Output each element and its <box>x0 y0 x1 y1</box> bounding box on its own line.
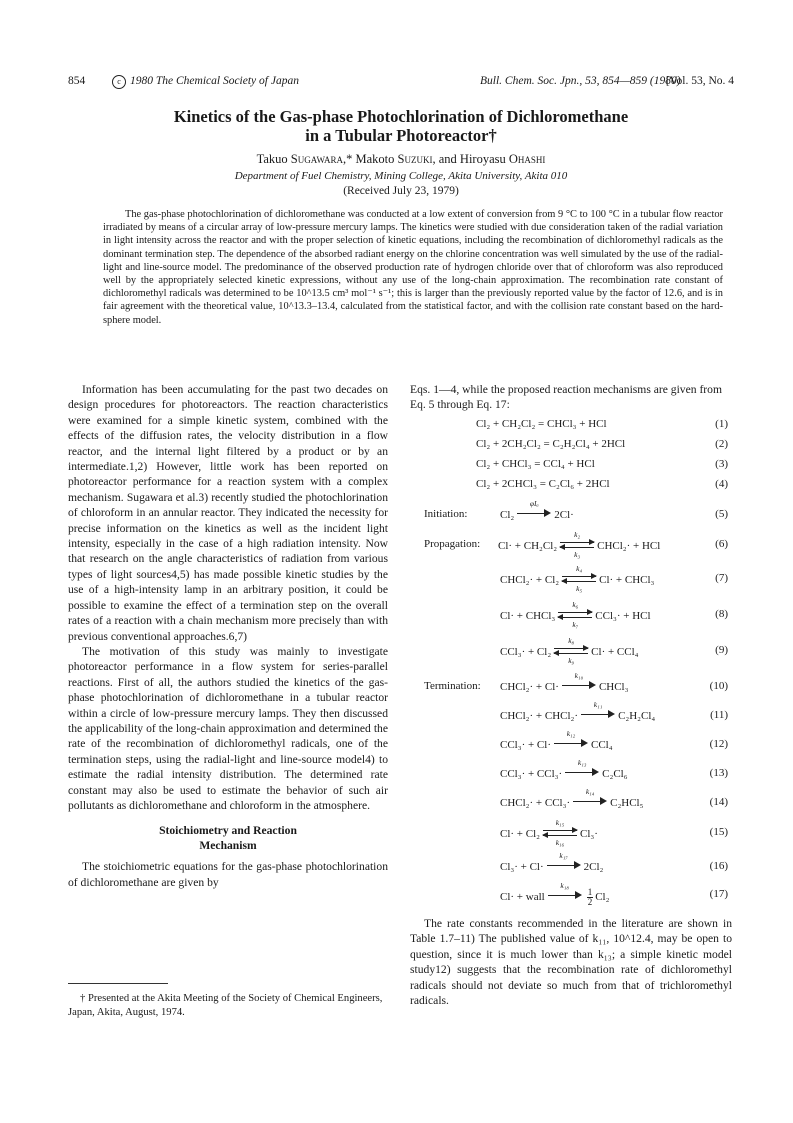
equation-15-number: (15) <box>709 826 728 838</box>
equation-10-right: CHCl₃ <box>598 681 629 693</box>
equation-6 <box>410 530 732 559</box>
body-paragraph-rate-constants: The rate constants recommended in the literature are shown in Table 1.7–11) The published value of k₁₁, 10^12.4, may be open to question, since it is much lower than k₁₃; a simple kinetic model study12) suggests that the recombination rate of dichloromethyl radicals should not deviate so much from that of trichloromethyl radicals. <box>410 917 732 1008</box>
equation-13-left: CCl₃· + CCl₃· <box>500 768 563 780</box>
section-heading-line-2: Mechanism <box>199 839 257 853</box>
equation-6-right: CHCl₂· + HCl <box>597 540 661 552</box>
body-paragraph-3: The stoichiometric equations for the gas-phase photochlorination of dichloromethane are given by <box>68 860 388 889</box>
equation-16-right: 2Cl₂ <box>583 861 604 873</box>
equation-8-right: CCl₃· + HCl <box>595 610 651 622</box>
fraction-denominator: 2 <box>587 897 593 907</box>
equation-5-left: Cl₂ <box>500 509 515 521</box>
section-heading-line-1: Stoichiometry and Reaction <box>159 824 297 838</box>
initiation-label: Initiation: <box>424 508 468 520</box>
forward-arrow-icon <box>554 729 588 750</box>
equation-2-body: Cl₂ + 2CH₂Cl₂ = C₂H₂Cl₄ + 2HCl <box>476 438 626 450</box>
equation-15-rate-forward: k₁₅ <box>555 818 565 827</box>
equilibrium-arrow-icon <box>543 818 577 847</box>
equation-10-left: CHCl₂· + Cl· <box>500 681 559 693</box>
fraction-numerator: 1 <box>587 887 593 897</box>
equation-3-body: Cl₂ + CHCl₃ = CCl₄ + HCl <box>476 458 595 470</box>
equation-6-left: Cl· + CH₂Cl₂ <box>498 540 558 552</box>
affiliation: Department of Fuel Chemistry, Mining College, Akita University, Akita 010 <box>234 170 568 182</box>
equation-17-left: Cl· + wall <box>500 891 545 904</box>
equation-13-rate: k₁₃ <box>577 758 587 767</box>
equation-4 <box>410 478 732 498</box>
equation-7-rate-forward: k₄ <box>576 564 583 573</box>
equation-3-number: (3) <box>715 458 728 470</box>
volume-issue: [Vol. 53, No. 4 <box>665 75 734 87</box>
equation-7-number: (7) <box>715 572 728 584</box>
equation-14-right: C₂HCl₅ <box>610 797 644 809</box>
equation-11-right: C₂H₂Cl₄ <box>618 710 656 722</box>
equilibrium-arrow-icon <box>562 564 596 593</box>
copyright-icon: c <box>112 75 126 89</box>
equation-15-right: Cl₃· <box>580 828 598 840</box>
equation-1-number: (1) <box>715 418 728 430</box>
equation-7-right: Cl· + CHCl₃ <box>599 574 655 586</box>
equation-9-rate-forward: k₈ <box>568 636 575 645</box>
footnote-divider <box>68 983 168 984</box>
equation-16-number: (16) <box>709 860 728 872</box>
equation-3 <box>410 458 732 478</box>
equation-8-left: Cl· + CHCl₃ <box>500 610 556 622</box>
equation-10-number: (10) <box>709 680 728 692</box>
equation-14-number: (14) <box>709 796 728 808</box>
equation-8-number: (8) <box>715 608 728 620</box>
equation-12-rate: k₁₂ <box>566 729 576 738</box>
author-and: and <box>438 152 457 166</box>
forward-arrow-icon <box>548 881 582 902</box>
equation-2-number: (2) <box>715 438 728 450</box>
equation-16-left: Cl₃· + Cl· <box>500 861 544 873</box>
equation-6-number: (6) <box>715 538 728 550</box>
forward-arrow-icon <box>547 851 581 872</box>
author-3-first: Hiroyasu <box>459 152 506 166</box>
copyright-line <box>112 75 299 89</box>
journal-reference: Bull. Chem. Soc. Jpn., 53, 854—859 (1980) <box>480 75 681 87</box>
equation-11 <box>410 700 732 729</box>
author-2-first: Makoto <box>355 152 395 166</box>
author-2-last: Suzuki, <box>397 152 436 166</box>
equation-17-rate: k₁₈ <box>560 881 569 891</box>
equation-9-rate-reverse: k₉ <box>568 656 575 665</box>
author-1-first: Takuo <box>256 152 288 166</box>
equilibrium-arrow-icon <box>554 636 588 665</box>
forward-arrow-icon <box>517 499 551 520</box>
forward-arrow-icon <box>562 671 596 692</box>
running-header <box>68 75 734 91</box>
equation-6-rate-forward: k₂ <box>574 530 581 539</box>
equation-10-rate: k₁₀ <box>574 671 584 680</box>
equation-14 <box>410 787 732 816</box>
equation-11-left: CHCl₂· + CHCl₂· <box>500 710 579 722</box>
abstract: The gas-phase photochlorination of dichloromethane was conducted at a low extent of conversion from 9 °C to 100 °C in a tubular flow reactor irradiated by means of a circular array of low-pressure mercury lamps. The kinetics were studied with due consideration taken of the radial variation in light intensity across the reactor and with the proper selection of kinetic equations, including the recombination of dichloromethyl radicals as the dominant termination step. The dependence of the absorbed radiant energy on the chlorine concentration was well simulated by the use of the radial-light and line-source model. The predominance of the observed production rate of hydrogen chloride over that of chloroform was also reproduced well by the appropriately selected kinetic expressions, without any use of the long-chain approximation. The recombination rate constant of dichloromethyl radicals was determined to be 10^13.5 cm³ mol⁻¹ s⁻¹; this is larger than the previously reported value by the factor of 12.6, and is in fair agreement with the theoretical value, 10^13.3–13.4, calculated from the statistical factor, and with the collision rate constant based on the hard-sphere model. <box>103 209 723 326</box>
equation-14-rate: k₁₄ <box>585 787 595 796</box>
equation-5-rate: φIₐ <box>529 499 539 508</box>
equation-9-number: (9) <box>715 644 728 656</box>
equation-12 <box>410 729 732 758</box>
body-paragraph-2: The motivation of this study was mainly to investigate photoreactor performance in a flow system for series-parallel reactions. First of all, the authors studied the kinetics of the gas-phase photochlorination of dichloromethane in a tubular reactor within a circle of low-pressure mercury lamps. They then discussed the applicability of the long-chain approximation and determined the rate of the recombination of dichloromethyl radicals, one of the termination steps, using the radial-light and line-source model4) to estimate the radial intensity distribution. The determined rate constant may also be used to estimate the behavior of such air pollutants as dichloromethane and chloroform in the atmosphere. <box>68 644 388 812</box>
equation-11-number: (11) <box>710 709 728 721</box>
equation-11-rate: k₁₁ <box>593 700 603 709</box>
equation-15-left: Cl· + Cl₂ <box>500 828 540 840</box>
section-heading <box>68 823 388 853</box>
equation-13-number: (13) <box>709 767 728 779</box>
equation-1-body: Cl₂ + CH₂Cl₂ = CHCl₃ + HCl <box>476 418 607 430</box>
equation-12-left: CCl₃· + Cl· <box>500 739 551 751</box>
equation-17-right: Cl₂ <box>595 891 610 904</box>
equation-9-left: CCl₃· + Cl₂ <box>500 646 552 658</box>
paper-title <box>68 107 734 145</box>
equation-17-number: (17) <box>709 888 728 900</box>
equation-1 <box>410 418 732 438</box>
termination-label: Termination: <box>424 680 481 692</box>
footnote: † Presented at the Akita Meeting of the Society of Chemical Engineers, Japan, Akita, August, 1974. <box>68 993 383 1018</box>
equation-2 <box>410 438 732 458</box>
equation-13-right: C₂Cl₆ <box>602 768 628 780</box>
forward-arrow-icon <box>573 787 607 808</box>
equation-4-body: Cl₂ + 2CHCl₃ = C₂Cl₆ + 2HCl <box>476 478 610 490</box>
equilibrium-arrow-icon <box>560 530 594 559</box>
forward-arrow-icon <box>565 758 599 779</box>
equation-5-right: 2Cl· <box>554 509 574 521</box>
equation-16-rate: k₁₇ <box>559 851 568 860</box>
equation-7 <box>410 564 732 593</box>
body-paragraph-1: Information has been accumulating for the past two decades on design procedures for photoreactors. The reaction characteristics were examined for a simple kinetic system, combined with the effects of the diffusion rates, the velocity distribution in a flow reactor, and the internal light filtered by a product or by an intermediate.1,2) However, little work has been reported on photoreactor performance for a reaction system with a complex mechanism. Sugawara et al.3) recently studied the photochlorination of chloroform in an annular reactor. They indicated the necessity for precise information on the kinetics as well as the incident light intensity, especially in the case of a high radiation intensity. Now that research on the angle characteristics of radiation from various types of light sources4,5) has made possible kinetic studies by the use of a high-intensity lamp in an arbitrary position, it could be possible to examine the effect of a termination step on the overall rates of a reaction with a chain mechanism more precisely than with previous conventional approaches.6,7) <box>68 383 388 643</box>
equation-5-number: (5) <box>715 508 728 520</box>
equation-8-rate-forward: k₆ <box>572 600 579 609</box>
left-column <box>68 382 388 890</box>
equation-10 <box>410 671 732 700</box>
author-1-last: Sugawara,* <box>290 152 353 166</box>
fraction-half <box>587 888 594 907</box>
equation-7-rate-reverse: k₅ <box>576 584 583 593</box>
equation-17 <box>410 881 732 912</box>
equation-6-rate-reverse: k₃ <box>574 550 581 559</box>
equation-5 <box>410 499 732 528</box>
received-date: (Received July 23, 1979) <box>343 185 459 197</box>
author-list <box>68 152 734 167</box>
author-3-last: Ohashi <box>508 152 546 166</box>
equation-9-right: Cl· + CCl₄ <box>591 646 639 658</box>
equation-9 <box>410 636 732 665</box>
equation-15 <box>410 818 732 847</box>
forward-arrow-icon <box>581 700 615 721</box>
equation-8-rate-reverse: k₇ <box>572 620 579 629</box>
equation-7-left: CHCl₂· + Cl₂ <box>500 574 560 586</box>
title-line-2: in a Tubular Photoreactor† <box>305 126 497 145</box>
equation-14-left: CHCl₂· + CCl₃· <box>500 797 571 809</box>
equation-4-number: (4) <box>715 478 728 490</box>
equation-8 <box>410 600 732 629</box>
equation-13 <box>410 758 732 787</box>
equation-12-right: CCl₄ <box>591 739 613 751</box>
equation-12-number: (12) <box>709 738 728 750</box>
page-number: 854 <box>68 75 86 87</box>
title-line-1: Kinetics of the Gas-phase Photochlorination of Dichloromethane <box>173 107 629 126</box>
equation-16 <box>410 851 732 880</box>
copyright-text: 1980 The Chemical Society of Japan <box>130 75 299 87</box>
equations-intro: Eqs. 1—4, while the proposed reaction mechanisms are given from Eq. 5 through Eq. 17: <box>410 383 722 412</box>
equation-15-rate-reverse: k₁₆ <box>555 838 565 847</box>
propagation-label: Propagation: <box>424 538 481 550</box>
equilibrium-arrow-icon <box>558 600 592 629</box>
